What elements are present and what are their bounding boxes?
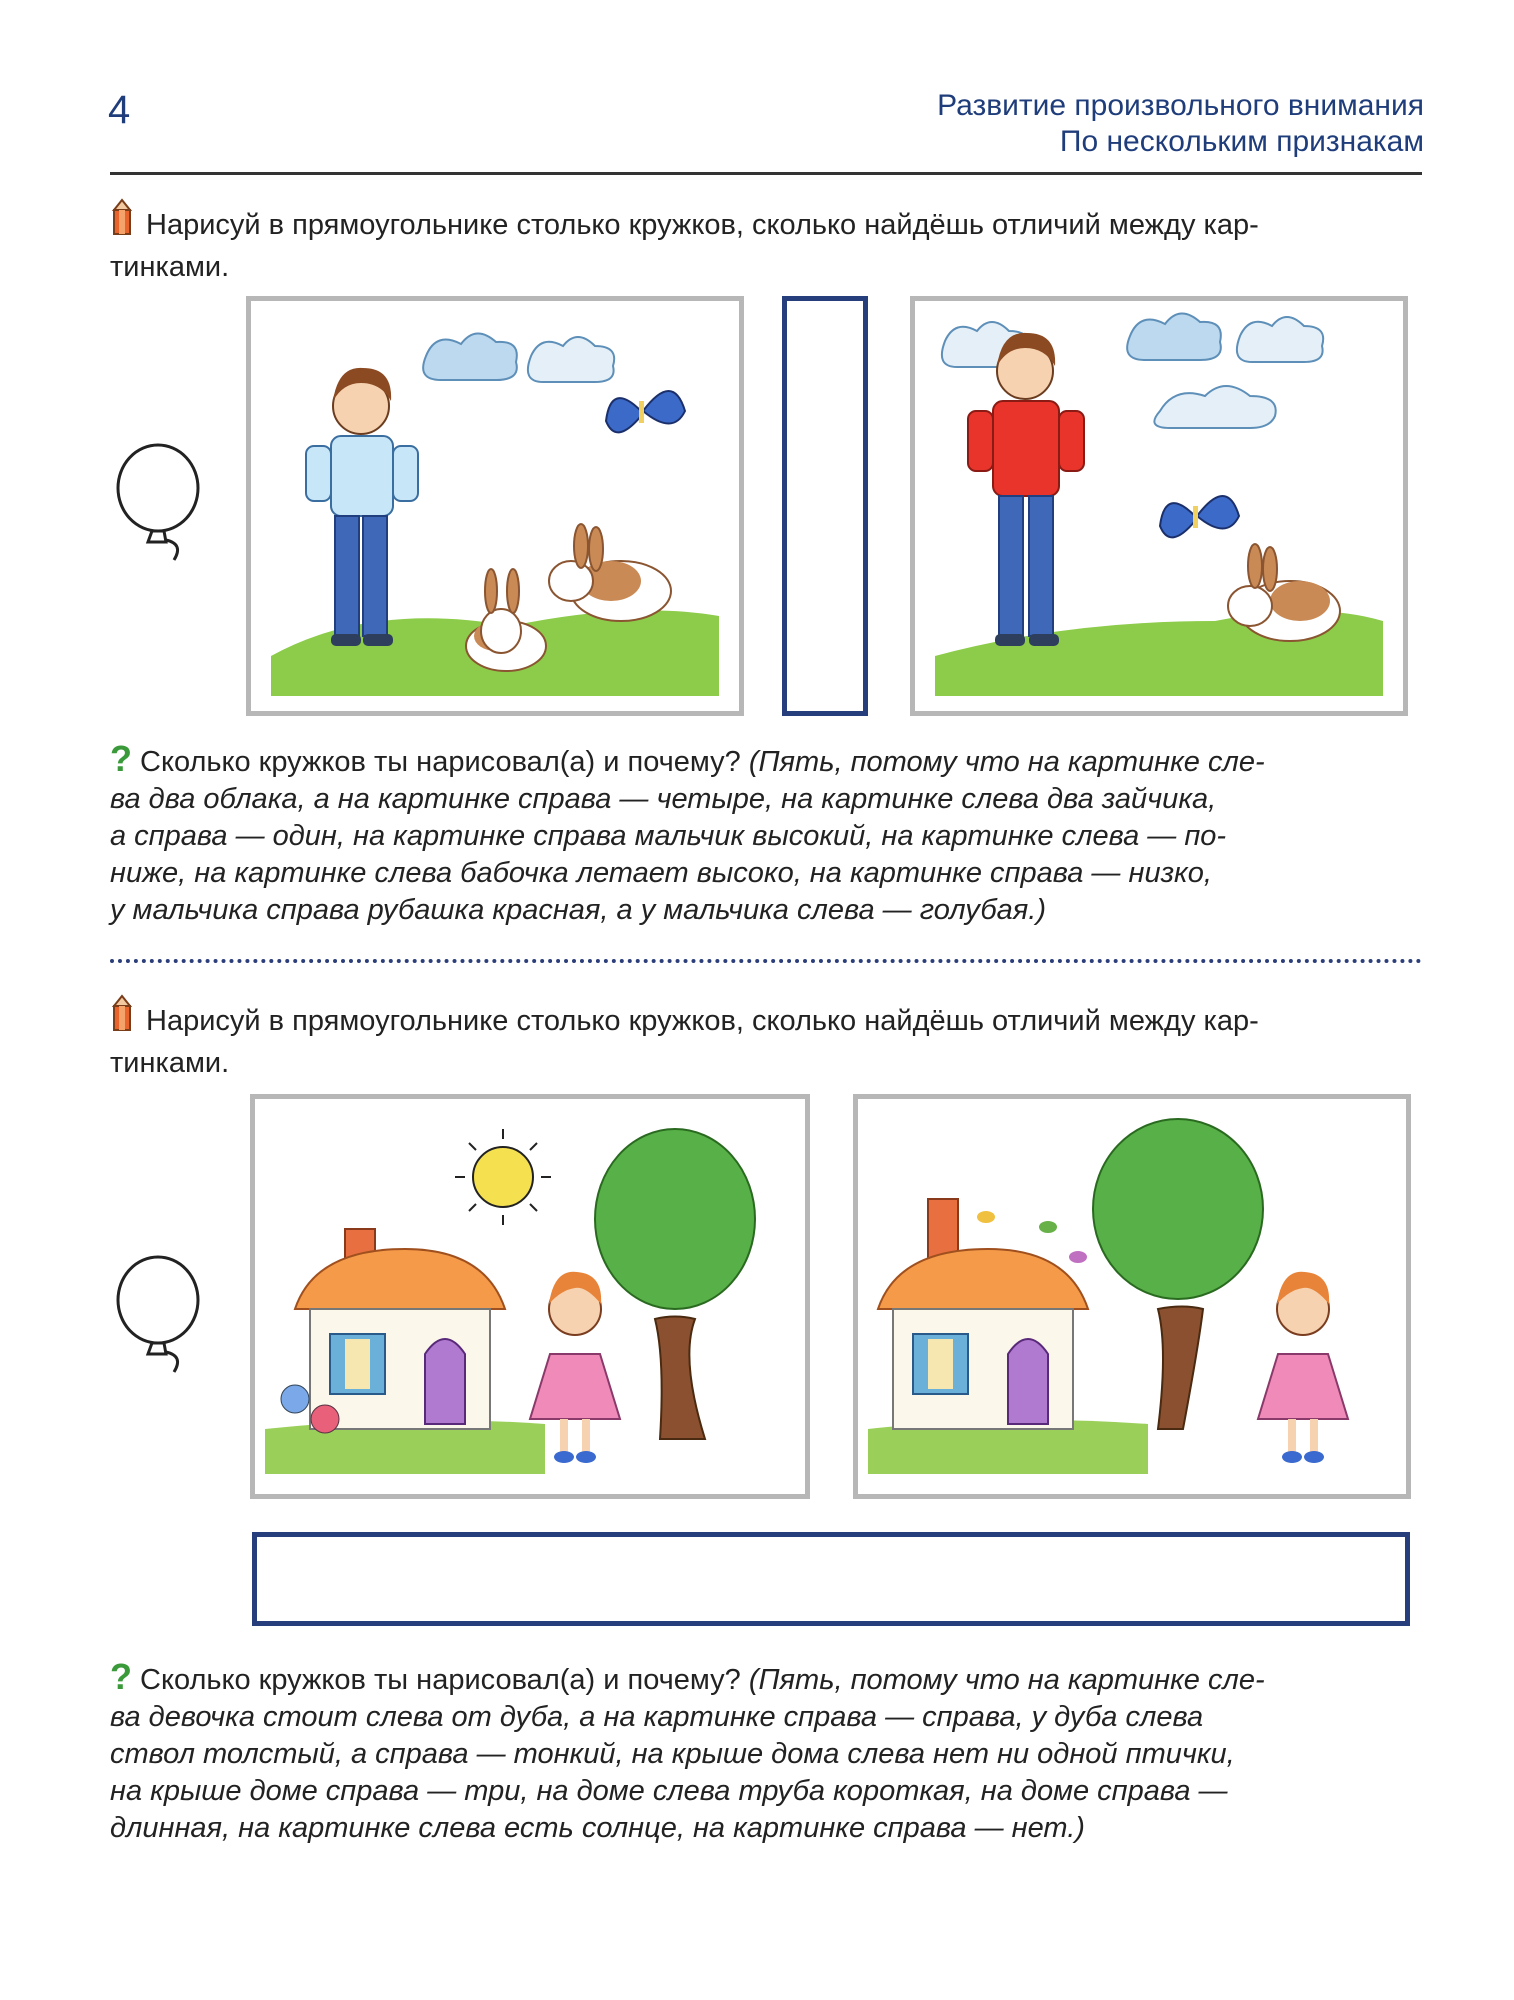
- picture-house-left: [250, 1094, 810, 1499]
- task2-question: [110, 1658, 1430, 1847]
- picture-house-right: [853, 1094, 1411, 1499]
- picture-boy-right: [910, 296, 1408, 716]
- task2-instruction-line2: тинками.: [110, 1047, 230, 1079]
- task2-answer-line5: длинная, на картинке слева есть солнце, на картинке справа — нет.): [110, 1812, 1085, 1844]
- task2-question-text: Сколько кружков ты нарисовал(а) и почему?: [140, 1664, 741, 1696]
- question-mark-icon: ?: [110, 1656, 132, 1697]
- task1-instruction-line2: тинками.: [110, 251, 230, 283]
- pencil-icon: [110, 198, 134, 248]
- task2-instruction: [110, 994, 1430, 1082]
- bird-icon: [1069, 1251, 1087, 1263]
- bird-icon: [1039, 1221, 1057, 1233]
- task2-answer-line3: ствол толстый, а справа — тонкий, на крыше дома слева нет ни одной птички,: [110, 1738, 1235, 1770]
- page-number: 4: [108, 88, 131, 132]
- task1-question: [110, 740, 1430, 929]
- picture-boy-left: [246, 296, 744, 716]
- section-title-line2: По нескольким признакам: [1059, 125, 1424, 158]
- balloon-icon: [112, 440, 208, 575]
- pencil-icon: [110, 994, 134, 1044]
- task1-instruction-line1: Нарисуй в прямоугольнике столько кружков, сколько найдёшь отличий между кар-: [146, 209, 1259, 241]
- bird-icon: [977, 1211, 995, 1223]
- task2-instruction-line1: Нарисуй в прямоугольнике столько кружков, сколько найдёшь отличий между кар-: [146, 1005, 1259, 1037]
- question-mark-icon: ?: [110, 738, 132, 779]
- task2-answer-line4: на крыше доме справа — три, на доме слева труба короткая, на доме справа —: [110, 1775, 1228, 1807]
- section-title: [937, 88, 1424, 160]
- task1-answer-line4: ниже, на картинке слева бабочка летает высоко, на картинке справа — низко,: [110, 857, 1212, 889]
- header-divider: [110, 172, 1422, 175]
- answer-box-horizontal[interactable]: [252, 1532, 1410, 1626]
- section-title-line1: Развитие произвольного внимания: [937, 89, 1424, 122]
- task2-answer-line1: (Пять, потому что на картинке сле-: [748, 1664, 1265, 1696]
- section-divider: [110, 959, 1422, 963]
- task2-answer-line2: ва девочка стоит слева от дуба, а на картинке справа — справа, у дуба слева: [110, 1701, 1204, 1733]
- task1-answer-line3: а справа — один, на картинке справа мальчик высокий, на картинке слева — по-: [110, 820, 1227, 852]
- task1-answer-line1: (Пять, потому что на картинке сле-: [748, 746, 1265, 778]
- task1-instruction: [110, 198, 1430, 286]
- task1-answer-line5: у мальчика справа рубашка красная, а у мальчика слева — голубая.): [110, 894, 1047, 926]
- answer-box-vertical[interactable]: [782, 296, 868, 716]
- task1-answer-line2: ва два облака, а на картинке справа — четыре, на картинке слева два зайчика,: [110, 783, 1217, 815]
- task1-question-text: Сколько кружков ты нарисовал(а) и почему?: [140, 746, 741, 778]
- balloon-icon: [112, 1252, 208, 1387]
